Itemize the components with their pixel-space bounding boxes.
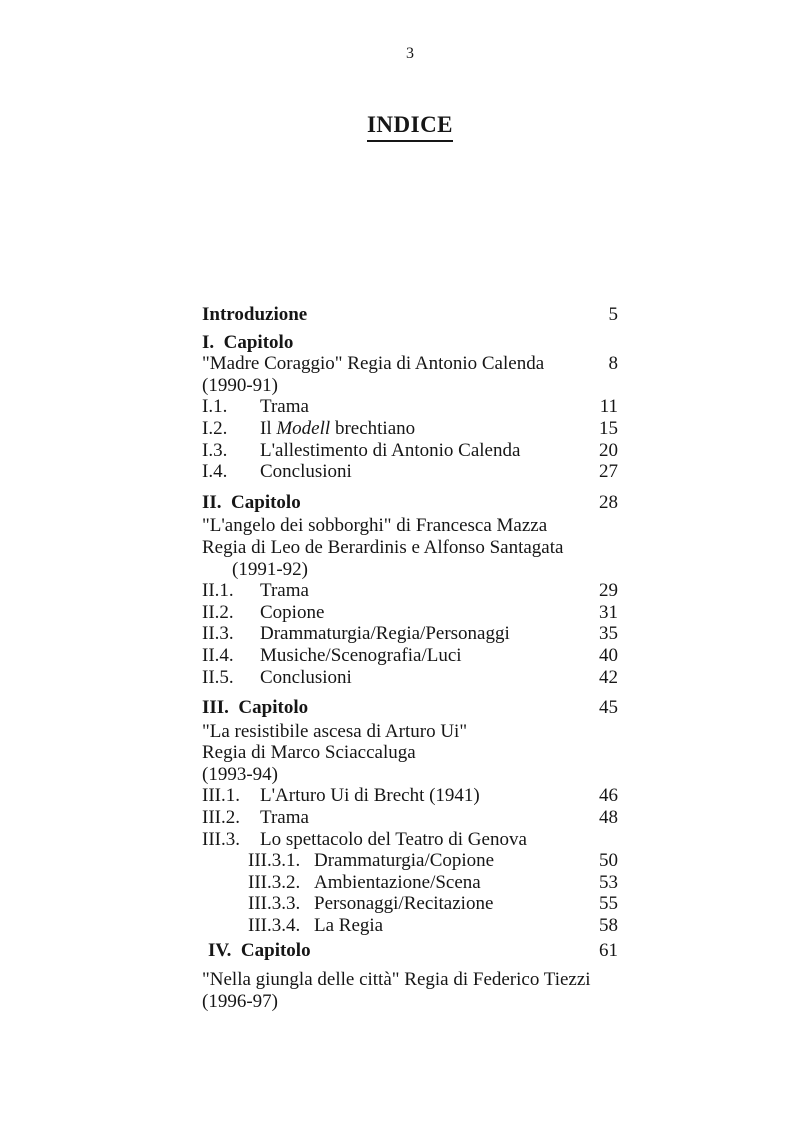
toc-entry-label: Conclusioni <box>260 461 352 483</box>
toc-row-7 <box>202 461 618 483</box>
toc-entry-page: 55 <box>599 893 618 915</box>
toc-entry-number: III.1. <box>202 785 240 807</box>
toc-entry-page: 45 <box>599 697 618 719</box>
toc-entry-label: Drammaturgia/Regia/Personaggi <box>260 623 510 645</box>
toc-entry-page: 48 <box>599 807 618 829</box>
toc-entry-label: L'Arturo Ui di Brecht (1941) <box>260 785 480 807</box>
toc-entry-page: 15 <box>599 417 618 439</box>
toc-entry-page: 31 <box>599 601 618 623</box>
toc-entry-label: IV. Capitolo <box>208 939 311 961</box>
toc-row-15 <box>202 645 618 667</box>
toc-entry-label: Trama <box>260 396 309 418</box>
toc-row-27 <box>202 915 618 937</box>
toc-entry-label: I. Capitolo <box>202 331 294 353</box>
toc-row-29 <box>202 969 618 991</box>
toc-row-4 <box>202 396 618 418</box>
toc-entry-label: "Madre Coraggio" Regia di Antonio Calenda <box>202 353 545 375</box>
toc-entry-number: III.3.2. <box>248 871 301 893</box>
toc-row-16 <box>202 667 618 689</box>
document-title: INDICE <box>367 112 453 142</box>
toc-row-13 <box>202 602 618 624</box>
toc-entry-page: 27 <box>599 461 618 483</box>
toc-entry-label: Regia di Leo de Berardinis e Alfonso Santagata <box>202 536 564 558</box>
toc-entry-label: Trama <box>260 580 309 602</box>
toc-entry-label: Personaggi/Recitazione <box>314 893 494 915</box>
toc-row-19 <box>202 742 618 764</box>
toc-entry-label: Trama <box>260 807 309 829</box>
toc-entry-page: 5 <box>608 304 618 325</box>
toc-entry-label: Drammaturgia/Copione <box>314 850 495 872</box>
toc-row-23 <box>202 829 618 851</box>
toc-row-9 <box>202 515 618 537</box>
toc-entry-label: Copione <box>260 601 325 623</box>
toc-entry-label: Introduzione <box>202 304 308 325</box>
toc-entry-page: 58 <box>599 915 618 937</box>
toc-entry-label: "L'angelo dei sobborghi" di Francesca Mazza <box>202 515 548 537</box>
toc-row-28 <box>202 940 618 962</box>
toc-entry-number: III.3.1. <box>248 850 301 872</box>
toc-entry-number: I.1. <box>202 396 228 418</box>
toc-entry-number: II.1. <box>202 580 234 602</box>
toc-entry-label: "La resistibile ascesa di Arturo Ui" <box>202 720 468 742</box>
toc-entry-label: (1996-97) <box>202 990 278 1012</box>
toc-entry-label: (1991-92) <box>232 558 308 580</box>
table-of-contents <box>202 304 618 1012</box>
toc-row-1 <box>202 332 618 354</box>
toc-row-20 <box>202 764 618 786</box>
toc-entry-label: III. Capitolo <box>202 697 309 719</box>
toc-entry-label: Musiche/Scenografia/Luci <box>260 644 462 666</box>
toc-row-12 <box>202 580 618 602</box>
toc-entry-label: Ambientazione/Scena <box>314 871 481 893</box>
toc-entry-page: 11 <box>599 396 618 418</box>
toc-row-3 <box>202 375 618 397</box>
toc-row-11 <box>202 559 618 581</box>
toc-entry-page: 35 <box>599 623 618 645</box>
toc-entry-label: La Regia <box>314 915 384 937</box>
toc-entry-label: Conclusioni <box>260 666 352 688</box>
toc-entry-label: II. Capitolo <box>202 491 301 513</box>
toc-entry-number: III.3.3. <box>248 893 301 915</box>
toc-entry-number: III.3. <box>202 828 240 850</box>
toc-row-8 <box>202 492 618 514</box>
toc-row-30 <box>202 991 618 1013</box>
toc-row-18 <box>202 721 618 743</box>
toc-row-24 <box>202 850 618 872</box>
toc-entry-number: I.2. <box>202 417 228 439</box>
toc-entry-number: III.2. <box>202 807 240 829</box>
toc-row-22 <box>202 807 618 829</box>
toc-entry-number: III.3.4. <box>248 915 301 937</box>
toc-entry-page: 29 <box>599 580 618 602</box>
toc-entry-page: 46 <box>599 785 618 807</box>
toc-entry-page: 28 <box>599 491 618 513</box>
toc-row-26 <box>202 893 618 915</box>
toc-entry-page: 20 <box>599 439 618 461</box>
document-title-wrap <box>202 112 618 142</box>
page-number: 3 <box>406 45 414 62</box>
toc-row-5 <box>202 418 618 440</box>
toc-row-14 <box>202 623 618 645</box>
toc-entry-page: 61 <box>599 939 618 961</box>
toc-entry-page: 42 <box>599 666 618 688</box>
toc-entry-number: II.4. <box>202 644 234 666</box>
toc-entry-number: II.3. <box>202 623 234 645</box>
toc-entry-label: Lo spettacolo del Teatro di Genova <box>260 828 527 850</box>
toc-row-25 <box>202 872 618 894</box>
toc-entry-number: I.3. <box>202 439 228 461</box>
toc-entry-page: 40 <box>599 644 618 666</box>
toc-entry-label-italic: Modell <box>276 417 331 439</box>
toc-entry-page: 8 <box>608 353 618 375</box>
toc-row-10 <box>202 537 618 559</box>
toc-row-21 <box>202 785 618 807</box>
toc-entry-label: (1990-91) <box>202 374 278 396</box>
toc-entry-label: (1993-94) <box>202 763 278 785</box>
toc-entry-label: Regia di Marco Sciaccaluga <box>202 742 416 764</box>
toc-entry-page: 53 <box>599 871 618 893</box>
toc-entry-label: Il Modell brechtiano <box>260 417 416 439</box>
toc-row-6 <box>202 440 618 462</box>
toc-entry-number: II.2. <box>202 601 234 623</box>
toc-entry-number: I.4. <box>202 461 228 483</box>
toc-entry-page: 50 <box>599 850 618 872</box>
toc-row-0 <box>202 304 618 326</box>
toc-entry-label: L'allestimento di Antonio Calenda <box>260 439 521 461</box>
toc-row-2 <box>202 353 618 375</box>
toc-row-17 <box>202 697 618 719</box>
toc-entry-label: "Nella giungla delle città" Regia di Federico Tiezzi <box>202 969 591 991</box>
toc-entry-number: II.5. <box>202 666 234 688</box>
